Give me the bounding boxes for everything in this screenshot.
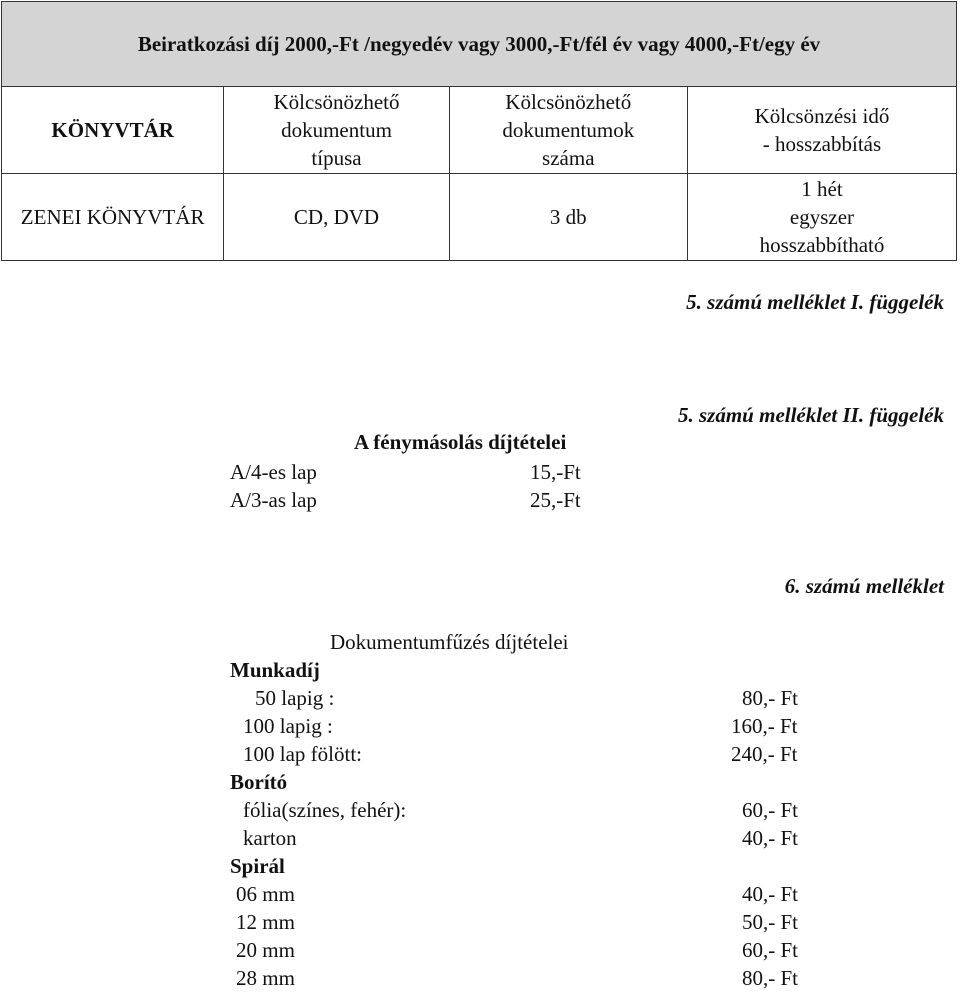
binding-item-price: 80,- Ft xyxy=(742,966,799,990)
header-document-count: Kölcsönözhető dokumentumok száma xyxy=(449,87,687,174)
binding-item-label: 20 mm xyxy=(236,938,295,962)
photocopy-item-label: A/4-es lap xyxy=(230,460,317,484)
section-cover: Borító xyxy=(230,770,288,794)
binding-item-price: 40,- Ft xyxy=(742,826,799,850)
photocopy-item-price: 25,-Ft xyxy=(530,488,581,512)
enrollment-fee-table xyxy=(1,1,957,261)
binding-item-price: 160,- Ft xyxy=(731,714,798,738)
cell-document-type: CD, DVD xyxy=(224,174,449,261)
binding-item-label: 06 mm xyxy=(236,882,295,906)
binding-item-label: 12 mm xyxy=(236,910,295,934)
binding-item-price: 80,- Ft xyxy=(742,686,799,710)
binding-title: Dokumentumfűzés díjtételei xyxy=(330,630,569,654)
photocopy-item-price: 15,-Ft xyxy=(530,460,581,484)
cell-document-count: 3 db xyxy=(449,174,687,261)
annex-5-appendix-1: 5. számú melléklet I. függelék xyxy=(686,290,944,314)
binding-item-price: 240,- Ft xyxy=(731,742,798,766)
section-labor: Munkadíj xyxy=(230,658,320,682)
header-document-type: Kölcsönözhető dokumentum típusa xyxy=(224,87,449,174)
binding-item-label: 100 lap fölött: xyxy=(243,742,362,766)
cell-library-name: ZENEI KÖNYVTÁR xyxy=(2,174,224,261)
binding-item-price: 60,- Ft xyxy=(742,798,799,822)
binding-item-label: fólia(színes, fehér): xyxy=(243,798,407,822)
section-spiral: Spirál xyxy=(230,854,285,878)
binding-item-price: 60,- Ft xyxy=(742,938,799,962)
binding-item-price: 50,- Ft xyxy=(742,910,799,934)
photocopy-item-label: A/3-as lap xyxy=(230,488,317,512)
photocopy-title: A fénymásolás díjtételei xyxy=(354,430,567,454)
annex-5-appendix-2: 5. számú melléklet II. függelék xyxy=(678,403,944,427)
annex-6: 6. számú melléklet xyxy=(784,574,944,598)
binding-item-label: 28 mm xyxy=(236,966,295,990)
binding-item-label: 50 lapig : xyxy=(255,686,335,710)
binding-item-label: karton xyxy=(243,826,297,850)
binding-item-price: 40,- Ft xyxy=(742,882,799,906)
enrollment-fee-title: Beiratkozási díj 2000,-Ft /negyedév vagy 3000,-Ft/fél év vagy 4000,-Ft/egy év xyxy=(2,2,957,87)
header-loan-period: Kölcsönzési idő - hosszabbítás xyxy=(687,87,956,174)
cell-loan-period: 1 hét egyszer hosszabbítható xyxy=(687,174,956,261)
binding-item-label: 100 lapig : xyxy=(243,714,333,738)
header-library: KÖNYVTÁR xyxy=(2,87,224,174)
